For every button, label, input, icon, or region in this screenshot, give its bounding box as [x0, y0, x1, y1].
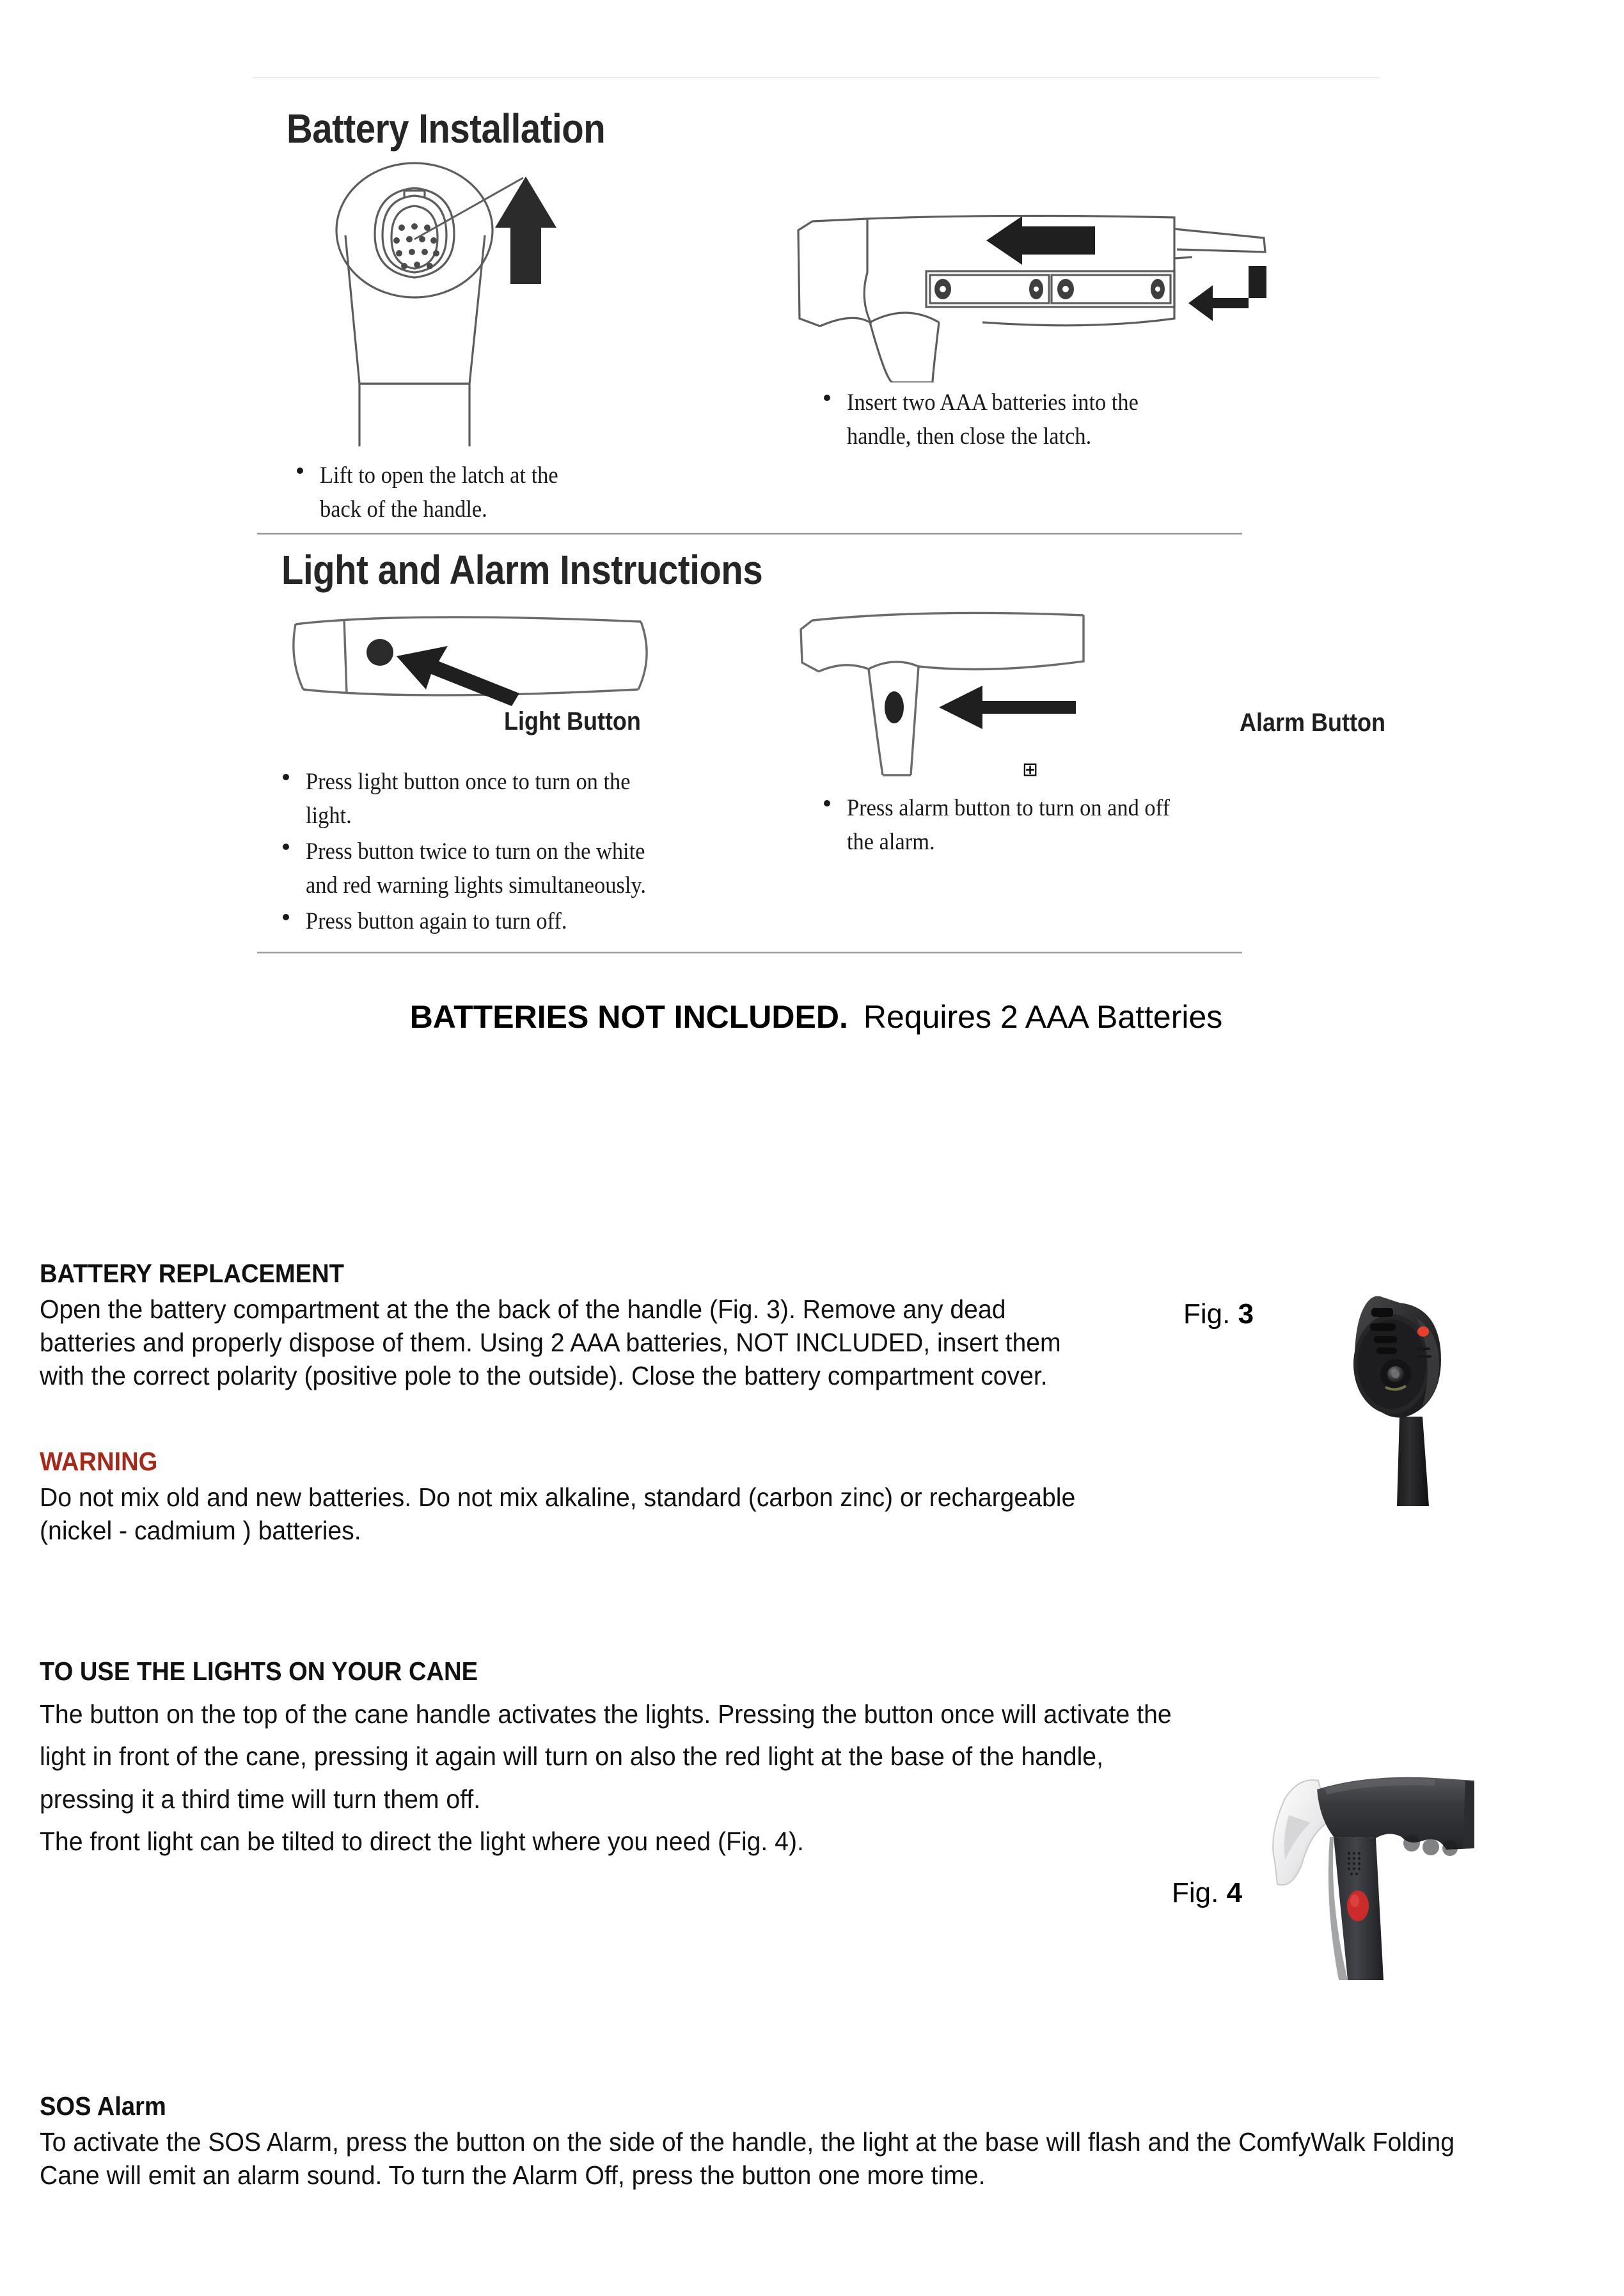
battery-installation-columns	[253, 159, 1379, 529]
light-button-callout: Light Button	[504, 707, 641, 736]
figure-4-number: 4	[1226, 1877, 1243, 1908]
bullet-text: Press button twice to turn on the white and red warning lights simultaneously.	[306, 838, 647, 899]
left-arrow-icon	[939, 686, 1076, 729]
bullet-dot-icon	[283, 844, 289, 850]
battery-insert-diagram	[791, 191, 1379, 382]
list-item	[276, 835, 686, 902]
figure-4-label	[1172, 1877, 1242, 1909]
bullet-dot-icon	[824, 395, 830, 401]
light-bullet-list	[276, 766, 686, 939]
battery-left-column	[253, 159, 759, 529]
pointer-arrow-icon	[397, 646, 519, 706]
lights-usage-paragraph: The button on the top of the cane handle activates the lights. Pressing the button once will activate the light in front of the cane, pressing it again will turn on also the red light at the base of the handle, pressing it a third time will turn them off.	[40, 1699, 1172, 1814]
battery-left-bullet-list	[290, 459, 591, 526]
figure-3-prefix: Fig.	[1183, 1298, 1238, 1330]
sos-alarm-heading: SOS Alarm	[40, 2091, 166, 2121]
warning-section	[40, 1447, 1140, 1547]
figure-4-prefix: Fig.	[1172, 1877, 1227, 1908]
bullet-dot-icon	[824, 800, 830, 806]
up-arrow-icon	[495, 177, 556, 284]
bottom-divider-rule	[257, 952, 1242, 954]
batteries-not-included-note	[253, 998, 1379, 1035]
alarm-button-dot-icon	[885, 691, 904, 723]
warning-paragraph: Do not mix old and new batteries. Do not mix alkaline, standard (carbon zinc) or rechargeable (nickel - cadmium ) batteries.	[40, 1482, 1076, 1546]
batteries-not-included-bold: BATTERIES NOT INCLUDED.	[409, 998, 848, 1035]
battery-replacement-section	[40, 1259, 1127, 1392]
alarm-button-callout: Alarm Button	[1240, 709, 1385, 737]
list-item	[276, 766, 686, 833]
bullet-dot-icon	[283, 774, 289, 780]
battery-installation-section	[253, 105, 1379, 529]
figure-3-label	[1183, 1298, 1254, 1330]
bullet-text: Lift to open the latch at the back of the handle.	[320, 462, 558, 523]
sos-alarm-paragraph: To activate the SOS Alarm, press the button on the side of the handle, the light at the base will flash and the ComfyWalk Folding Cane will emit an alarm sound. To turn the Alarm Off, press the button one more time.	[40, 2127, 1455, 2190]
list-item	[290, 459, 591, 526]
list-item	[817, 792, 1201, 859]
battery-right-column	[759, 159, 1379, 529]
sos-alarm-section	[40, 2091, 1575, 2192]
red-alarm-button-icon	[1347, 1891, 1369, 1921]
handle-rear-diagram	[298, 159, 759, 446]
bullet-text: Insert two AAA batteries into the handle, then close the latch.	[847, 389, 1139, 450]
section-divider-rule	[257, 533, 1242, 535]
lights-usage-heading: TO USE THE LIGHTS ON YOUR CANE	[40, 1656, 478, 1686]
figure-4-image	[1263, 1752, 1532, 2008]
light-alarm-columns	[253, 600, 1385, 941]
alarm-right-column	[759, 600, 1385, 941]
lights-usage-section	[40, 1656, 1255, 1863]
bullet-dot-icon	[283, 914, 289, 920]
plus-box-artifact-icon: ⊞	[1022, 759, 1039, 781]
left-arrow-icon	[986, 216, 1095, 265]
lights-usage-paragraph-2: The front light can be tilted to direct the light where you need (Fig. 4).	[40, 1827, 804, 1857]
warning-heading: WARNING	[40, 1447, 158, 1476]
battery-replacement-paragraph: Open the battery compartment at the the back of the handle (Fig. 3). Remove any dead batteries and properly dispose of them. Using 2 AAA batteries, NOT INCLUDED, insert them with the correct polarity (positive pole to the outside). Close the battery compartment cover.	[40, 1294, 1061, 1391]
bullet-dot-icon	[297, 468, 303, 474]
light-button-diagram	[283, 600, 759, 715]
bullet-text: Press light button once to turn on the light.	[306, 769, 631, 829]
list-item	[276, 905, 686, 939]
light-left-column	[253, 600, 759, 941]
light-alarm-title: Light and Alarm Instructions	[281, 547, 763, 594]
red-button-dot-icon	[1417, 1326, 1429, 1337]
figure-3-image	[1304, 1270, 1495, 1506]
instruction-panel	[253, 77, 1385, 1035]
list-item	[817, 386, 1176, 453]
battery-replacement-heading: BATTERY REPLACEMENT	[40, 1259, 344, 1288]
light-button-dot-icon	[367, 639, 393, 666]
figure-3-number: 3	[1238, 1298, 1254, 1330]
batteries-requires-text: Requires 2 AAA Batteries	[863, 998, 1223, 1035]
return-arrow-icon	[1188, 266, 1266, 321]
alarm-button-diagram	[797, 595, 1379, 780]
battery-right-bullet-list	[817, 386, 1176, 453]
battery-installation-title: Battery Installation	[287, 106, 606, 152]
top-divider-rule	[253, 77, 1379, 78]
bullet-text: Press button again to turn off.	[306, 908, 567, 935]
light-alarm-section	[253, 546, 1385, 941]
alarm-bullet-list	[817, 792, 1201, 859]
bullet-text: Press alarm button to turn on and off the alarm.	[847, 795, 1170, 855]
